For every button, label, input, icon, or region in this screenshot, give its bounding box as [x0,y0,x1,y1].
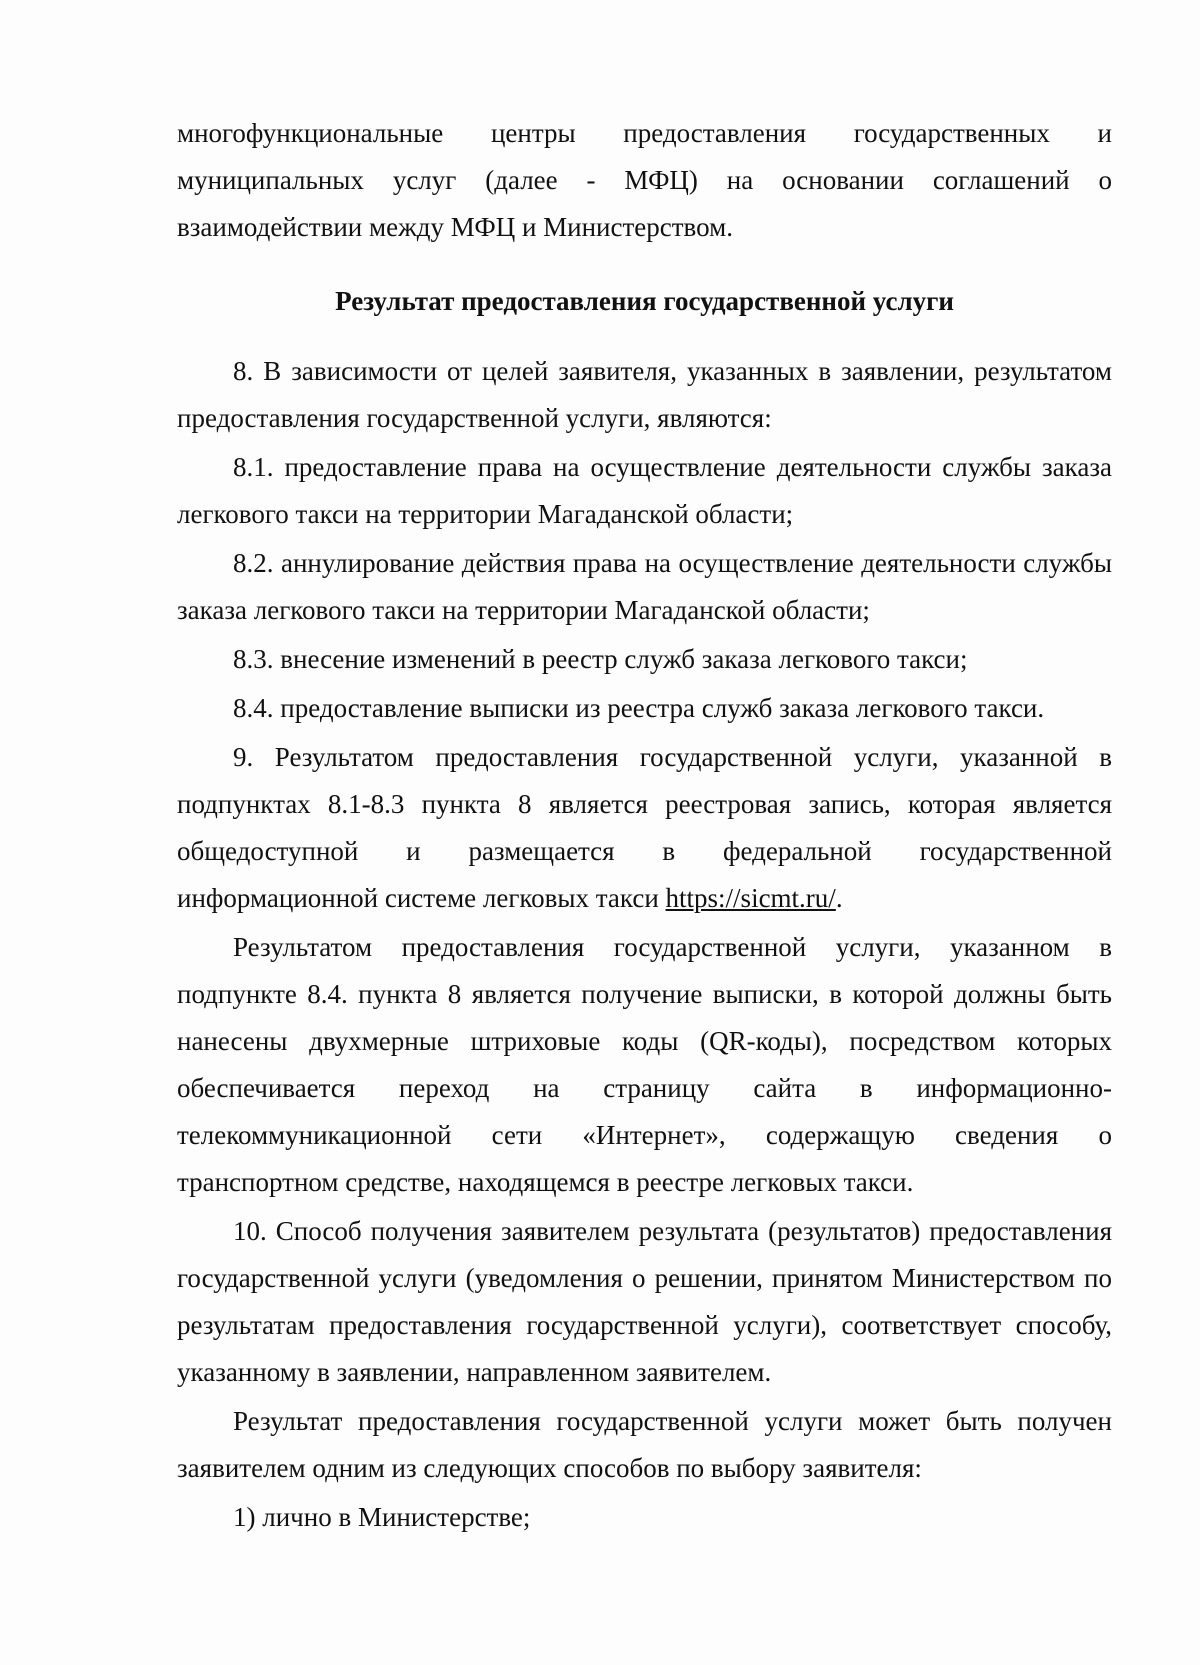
document-body [177,110,1112,1541]
paragraph-9-text: 9. Результатом предоставления государственной услуги, указанной в подпунктах 8.1-8.3 пункта 8 является реестровая запись, которая является общедоступной и размещается в федеральной государственной информационной системе легковых такси [177,742,1112,913]
paragraph-9-end: . [835,883,843,913]
paragraph-8: 8. В зависимости от целей заявителя, указанных в заявлении, результатом предоставления государственной услуги, являются: [177,356,1112,433]
paragraph-8-4: 8.4. предоставление выписки из реестра служб заказа легкового такси. [233,693,1045,723]
paragraph-8-2: 8.2. аннулирование действия права на осуществление деятельности службы заказа легкового такси на территории Магаданской области; [177,548,1112,625]
sicmt-link[interactable]: https://sicmt.ru/ [665,883,836,913]
paragraph-10-continued: Результат предоставления государственной услуги может быть получен заявителем одним из следующих способов по выбору заявителя: [177,1406,1112,1483]
paragraph-10: 10. Способ получения заявителем результата (результатов) предоставления государственной услуги (уведомления о решении, принятом Министерством по результатам предоставления государственной услуги), соответствует способу, указанному в заявлении, направленном заявителем. [177,1216,1112,1387]
paragraph-8-1: 8.1. предоставление права на осуществление деятельности службы заказа легкового такси на территории Магаданской области; [177,452,1112,529]
intro-paragraph: многофункциональные центры предоставления государственных и муниципальных услуг (далее - МФЦ) на основании соглашений о взаимодействии между МФЦ и Министерством. [177,118,1112,242]
paragraph-9 [177,734,1112,922]
paragraph-8-3: 8.3. внесение изменений в реестр служб заказа легкового такси; [233,644,968,674]
list-item-1: 1) лично в Министерстве; [233,1502,531,1532]
section-heading: Результат предоставления государственной услуги [335,286,954,316]
paragraph-9-continued: Результатом предоставления государственной услуги, указанном в подпункте 8.4. пункта 8 является получение выписки, в которой должны быть нанесены двухмерные штриховые коды (QR-коды), посредством которых обеспечивается переход на страницу сайта в информационно-телекоммуникационной сети «Интернет», содержащую сведения о транспортном средстве, находящемся в реестре легковых такси. [177,932,1112,1197]
